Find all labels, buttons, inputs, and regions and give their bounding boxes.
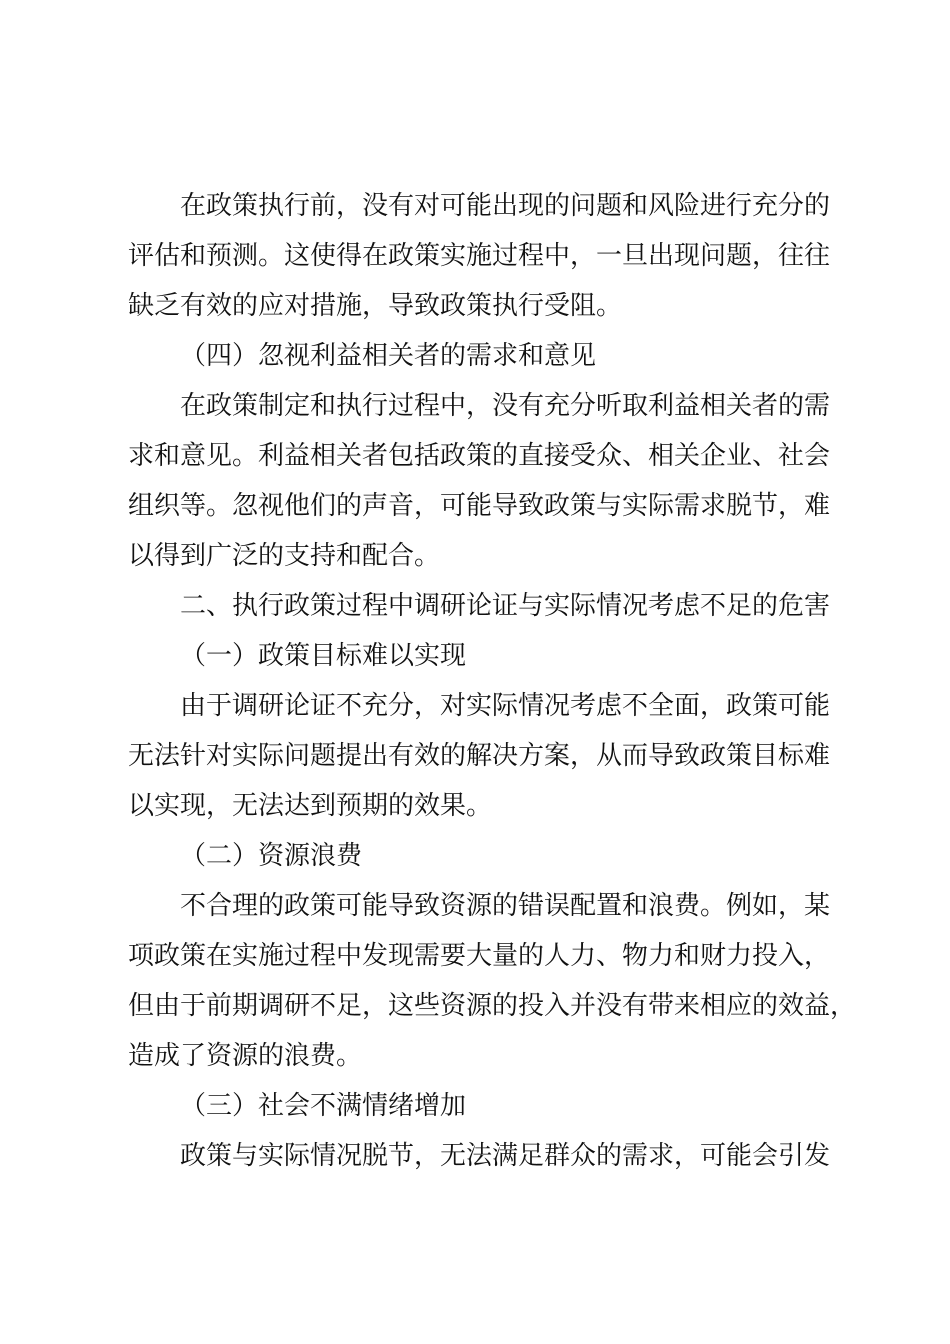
paragraph-line: 以得到广泛的支持和配合。 (128, 541, 441, 571)
paragraph-line: 无法针对实际问题提出有效的解决方案，从而导致政策目标难 (128, 741, 831, 771)
section-heading: （四）忽视利益相关者的需求和意见 (180, 341, 597, 371)
paragraph-line: 不合理的政策可能导致资源的错误配置和浪费。例如，某 (180, 891, 831, 921)
section-heading: （三）社会不满情绪增加 (180, 1091, 467, 1121)
chapter-heading: 二、执行政策过程中调研论证与实际情况考虑不足的危害 (180, 591, 831, 621)
paragraph-line: 以实现，无法达到预期的效果。 (128, 791, 493, 821)
document-body (128, 181, 857, 1181)
section-heading: （二）资源浪费 (180, 841, 363, 871)
paragraph-line: 在政策制定和执行过程中，没有充分听取利益相关者的需 (180, 391, 831, 421)
paragraph-line: 由于调研论证不充分，对实际情况考虑不全面，政策可能 (180, 691, 831, 721)
paragraph-line: 但由于前期调研不足，这些资源的投入并没有带来相应的效益， (128, 991, 857, 1021)
paragraph-line: 缺乏有效的应对措施，导致政策执行受阻。 (128, 291, 623, 321)
paragraph-line: 评估和预测。这使得在政策实施过程中，一旦出现问题，往往 (128, 241, 831, 271)
paragraph-line: 求和意见。利益相关者包括政策的直接受众、相关企业、社会 (128, 441, 831, 471)
section-heading: （一）政策目标难以实现 (180, 641, 467, 671)
paragraph-line: 政策与实际情况脱节，无法满足群众的需求，可能会引发 (180, 1141, 831, 1171)
paragraph-line: 项政策在实施过程中发现需要大量的人力、物力和财力投入， (128, 941, 831, 971)
paragraph-line: 组织等。忽视他们的声音，可能导致政策与实际需求脱节，难 (128, 491, 831, 521)
paragraph-line: 在政策执行前，没有对可能出现的问题和风险进行充分的 (180, 191, 831, 221)
paragraph-line: 造成了资源的浪费。 (128, 1041, 363, 1071)
